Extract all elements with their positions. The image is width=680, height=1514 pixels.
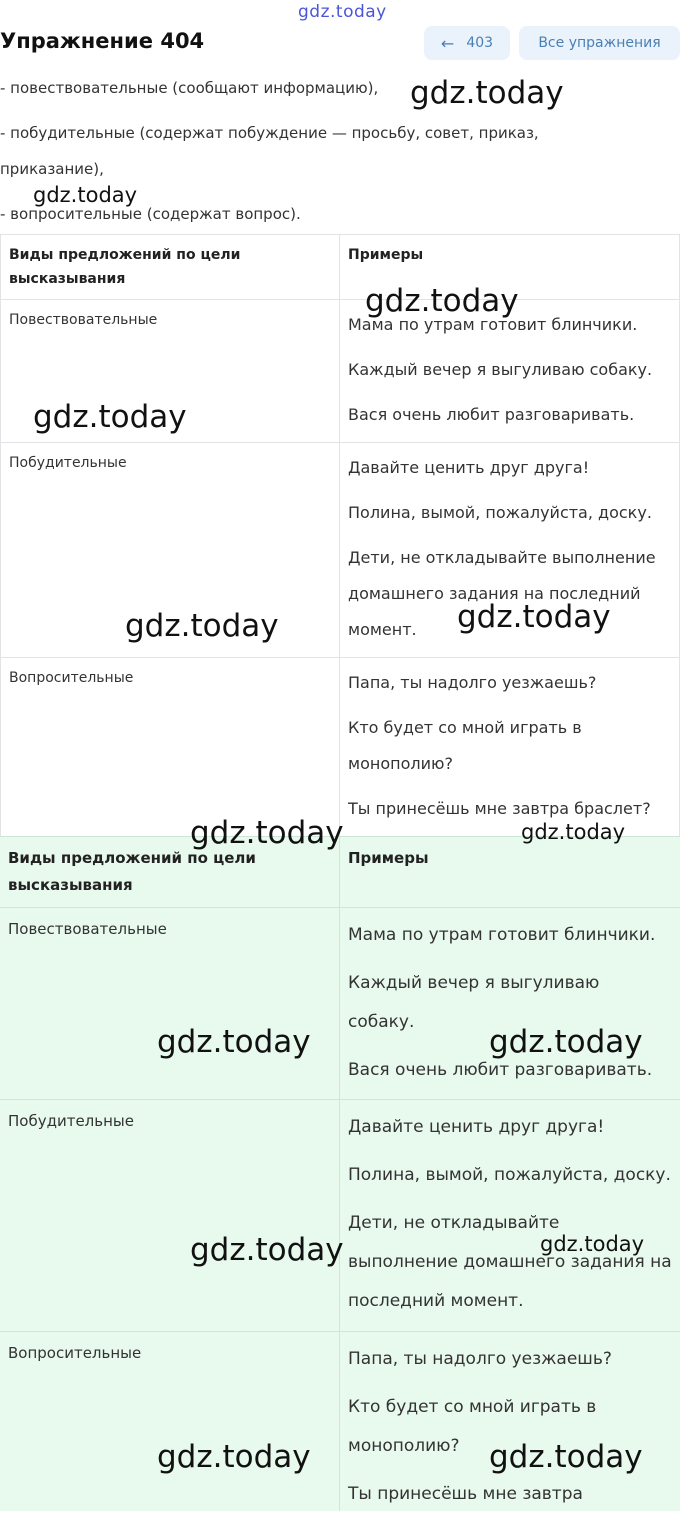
table-row-type: Побудительные — [0, 1099, 340, 1331]
intro-line: приказание), — [0, 160, 104, 178]
intro-line: - побудительные (содержат побуждение — просьбу, совет, приказ, — [0, 124, 539, 142]
watermark: gdz.today — [489, 1439, 643, 1475]
table-row-type: Повествовательные — [0, 907, 340, 1099]
watermark: gdz.today — [457, 599, 611, 635]
prev-exercise-label: 403 — [466, 35, 494, 51]
table-row-type: Вопросительные — [0, 1331, 340, 1511]
example-sentence: Вася очень любит разговаривать. — [348, 405, 635, 424]
watermark: gdz.today — [365, 283, 519, 319]
example-sentence: Давайте ценить друг друга! — [348, 1117, 605, 1137]
example-sentence: Мама по утрам готовит блинчики. — [348, 315, 638, 334]
watermark: gdz.today — [521, 820, 626, 844]
table-header-cell: Виды предложений по цели высказывания — [0, 234, 340, 299]
example-sentence: Папа, ты надолго уезжаешь? — [348, 1349, 612, 1369]
watermark: gdz.today — [190, 815, 344, 851]
watermark: gdz.today — [190, 1232, 344, 1268]
page-title: Упражнение 404 — [0, 29, 205, 53]
intro-line: - вопросительные (содержат вопрос). — [0, 205, 301, 223]
example-sentence: Мама по утрам готовит блинчики. — [348, 925, 656, 945]
watermark: gdz.today — [410, 75, 564, 111]
table-row-type: Побудительные — [0, 442, 340, 657]
example-sentence: Ты принесёшь мне завтра — [348, 1484, 583, 1504]
all-exercises-label: Все упражнения — [538, 35, 661, 51]
table-row-type: Вопросительные — [0, 657, 340, 836]
prev-exercise-button[interactable] — [424, 26, 510, 60]
example-sentence: Полина, вымой, пожалуйста, доску. — [348, 503, 652, 522]
example-sentence: Дети, не откладывайте выполнение домашнего задания на последний момент. — [348, 1213, 672, 1311]
example-sentence: Кто будет со мной играть в монополию? — [348, 718, 582, 773]
example-sentence: Каждый вечер я выгуливаю собаку. — [348, 973, 600, 1032]
example-sentence: Полина, вымой, пожалуйста, доску. — [348, 1165, 671, 1185]
site-watermark: gdz.today — [298, 2, 387, 22]
example-sentence: Ты принесёшь мне завтра браслет? — [348, 799, 651, 818]
watermark: gdz.today — [33, 399, 187, 435]
example-sentence: Давайте ценить друг друга! — [348, 458, 590, 477]
example-sentence: Дети, не откладывайте выполнение домашнего задания на последний момент. — [348, 548, 656, 639]
watermark: gdz.today — [157, 1439, 311, 1475]
table-header-cell: Примеры — [340, 234, 680, 299]
watermark: gdz.today — [157, 1024, 311, 1060]
intro-line: - повествовательные (сообщают информацию), — [0, 79, 379, 97]
table-header-cell: Виды предложений по цели высказывания — [0, 836, 340, 907]
example-sentence: Вася очень любит разговаривать. — [348, 1060, 653, 1080]
table-row-type: Повествовательные — [0, 299, 340, 442]
watermark: gdz.today — [33, 183, 138, 207]
example-sentence: Папа, ты надолго уезжаешь? — [348, 673, 597, 692]
table-header-cell: Примеры — [340, 836, 680, 907]
watermark: gdz.today — [489, 1024, 643, 1060]
all-exercises-button[interactable] — [519, 26, 680, 60]
watermark: gdz.today — [125, 608, 279, 644]
arrow-left-icon: ← — [440, 33, 455, 53]
example-sentence: Каждый вечер я выгуливаю собаку. — [348, 360, 653, 379]
example-sentence: Кто будет со мной играть в монополию? — [348, 1397, 597, 1456]
exercise-header — [0, 26, 680, 60]
watermark: gdz.today — [540, 1232, 645, 1256]
